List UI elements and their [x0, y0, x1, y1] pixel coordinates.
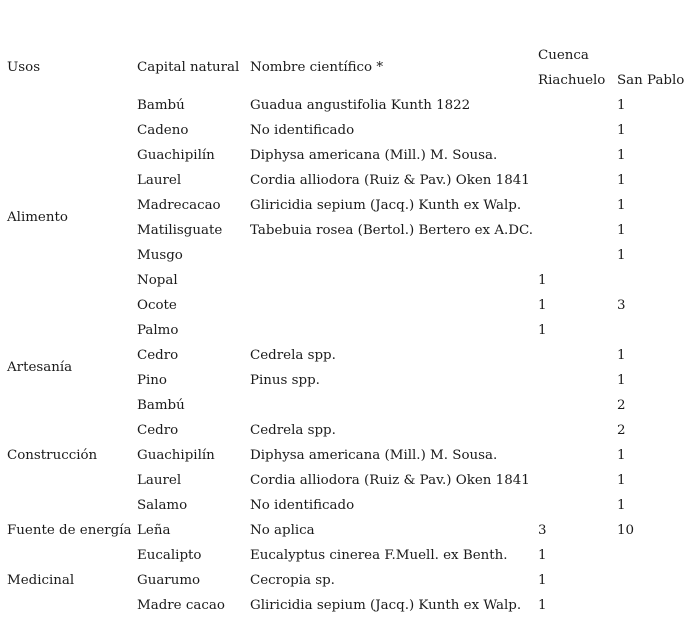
cell-san-pablo: 1	[617, 173, 626, 188]
cell-capital-natural: Cedro	[137, 348, 179, 363]
cell-san-pablo: 2	[617, 398, 626, 413]
cell-nombre-cientifico: Eucalyptus cinerea F.Muell. ex Benth.	[250, 548, 508, 563]
cell-san-pablo: 1	[617, 448, 626, 463]
cell-nombre-cientifico: Diphysa americana (Mill.) M. Sousa.	[250, 148, 498, 163]
cell-nombre-cientifico: Gliricidia sepium (Jacq.) Kunth ex Walp.	[250, 598, 522, 613]
cell-san-pablo: 1	[617, 123, 626, 138]
cell-capital-natural: Madre cacao	[137, 598, 225, 613]
group-label-alimento: Alimento	[7, 210, 68, 225]
cell-nombre-cientifico: Tabebuia rosea (Bertol.) Bertero ex A.DC.	[250, 223, 534, 238]
cell-capital-natural: Pino	[137, 373, 167, 388]
cell-nombre-cientifico: Guadua angustifolia Kunth 1822	[250, 98, 471, 113]
cell-nombre-cientifico: Cedrela spp.	[250, 348, 336, 363]
cell-capital-natural: Palmo	[137, 323, 179, 338]
cell-san-pablo: 10	[617, 523, 635, 538]
cell-capital-natural: Nopal	[137, 273, 178, 288]
cell-san-pablo: 2	[617, 423, 626, 438]
cell-riachuelo: 3	[538, 523, 547, 538]
cell-nombre-cientifico: Cordia alliodora (Ruiz & Pav.) Oken 1841	[250, 173, 530, 188]
cell-san-pablo: 1	[617, 148, 626, 163]
cell-capital-natural: Guarumo	[137, 573, 201, 588]
header-san-pablo: San Pablo	[617, 73, 685, 88]
cell-san-pablo: 1	[617, 248, 626, 263]
cell-capital-natural: Leña	[137, 523, 171, 538]
cell-capital-natural: Eucalipto	[137, 548, 202, 563]
header-riachuelo: Riachuelo	[538, 73, 606, 88]
cell-riachuelo: 1	[538, 548, 547, 563]
group-label-fuente-energia: Fuente de energía	[7, 523, 132, 538]
header-capital-natural: Capital natural	[137, 60, 240, 75]
cell-capital-natural: Laurel	[137, 173, 182, 188]
cell-nombre-cientifico: No aplica	[250, 523, 315, 538]
group-label-construccion: Construcción	[7, 448, 98, 463]
header-nombre-cientifico: Nombre científico *	[250, 60, 384, 75]
cell-capital-natural: Bambú	[137, 398, 185, 413]
cell-capital-natural: Guachipilín	[137, 148, 215, 163]
cell-capital-natural: Cedro	[137, 423, 179, 438]
cell-san-pablo: 1	[617, 98, 626, 113]
cell-riachuelo: 1	[538, 598, 547, 613]
cell-capital-natural: Bambú	[137, 98, 185, 113]
cell-san-pablo: 1	[617, 198, 626, 213]
cell-capital-natural: Salamo	[137, 498, 188, 513]
cell-san-pablo: 1	[617, 498, 626, 513]
cell-capital-natural: Guachipilín	[137, 448, 215, 463]
cell-san-pablo: 1	[617, 223, 626, 238]
cell-riachuelo: 1	[538, 298, 547, 313]
cell-riachuelo: 1	[538, 573, 547, 588]
cell-san-pablo: 3	[617, 298, 626, 313]
cell-riachuelo: 1	[538, 323, 547, 338]
cell-nombre-cientifico: No identificado	[250, 498, 355, 513]
header-usos: Usos	[7, 60, 41, 75]
cell-san-pablo: 1	[617, 373, 626, 388]
cell-nombre-cientifico: Gliricidia sepium (Jacq.) Kunth ex Walp.	[250, 198, 522, 213]
cell-capital-natural: Laurel	[137, 473, 182, 488]
cell-nombre-cientifico: Cecropia sp.	[250, 573, 335, 588]
cell-nombre-cientifico: Cedrela spp.	[250, 423, 336, 438]
cell-capital-natural: Ocote	[137, 298, 177, 313]
group-label-medicinal: Medicinal	[7, 573, 75, 588]
cell-nombre-cientifico: Cordia alliodora (Ruiz & Pav.) Oken 1841	[250, 473, 530, 488]
cell-san-pablo: 1	[617, 348, 626, 363]
cell-riachuelo: 1	[538, 273, 547, 288]
header-cuenca: Cuenca	[538, 48, 589, 63]
cell-capital-natural: Madrecacao	[137, 198, 221, 213]
cell-capital-natural: Cadeno	[137, 123, 189, 138]
cell-san-pablo: 1	[617, 473, 626, 488]
cell-nombre-cientifico: No identificado	[250, 123, 355, 138]
group-label-artesania: Artesanía	[7, 360, 73, 375]
cell-capital-natural: Matilisguate	[137, 223, 223, 238]
cell-nombre-cientifico: Diphysa americana (Mill.) M. Sousa.	[250, 448, 498, 463]
cell-capital-natural: Musgo	[137, 248, 183, 263]
cell-nombre-cientifico: Pinus spp.	[250, 373, 320, 388]
